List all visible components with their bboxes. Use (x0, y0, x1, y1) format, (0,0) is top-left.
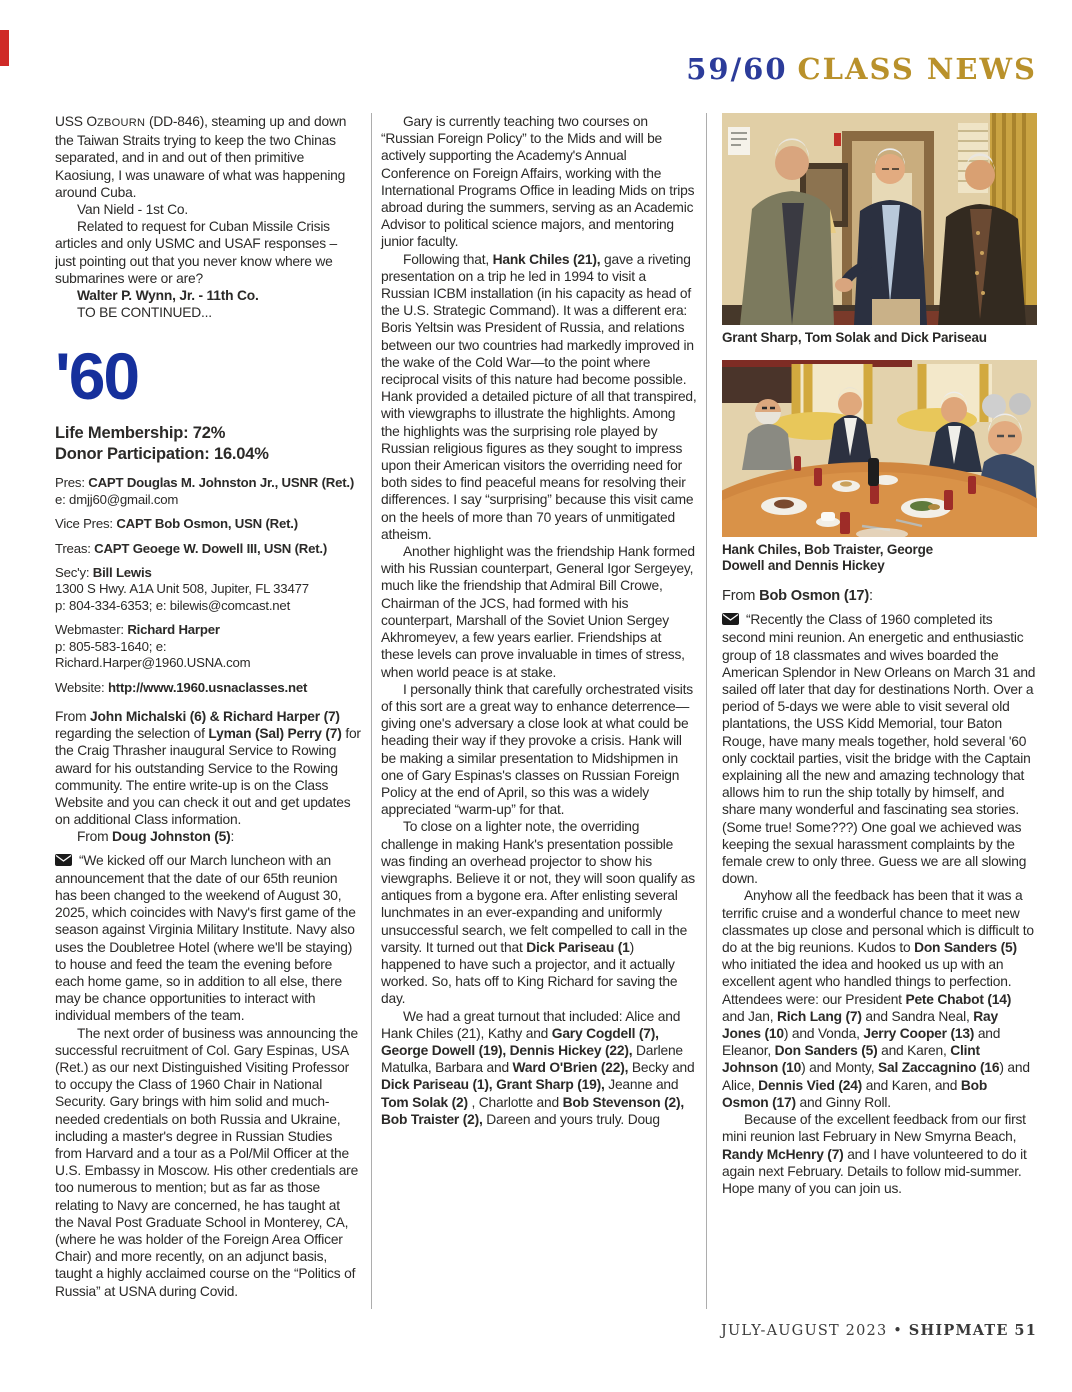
photo-grant-sharp-tom-solak-dick-pariseau (722, 113, 1037, 325)
paragraph-another-highlight: Another highlight was the friendship Hank formed with his Russian counterpart, General Igor Sergeyey, much like the friendship that Admiral Bill Crowe, Chairman of the JCS, had formed with his counterpart, Marshall of the Soviet Union Sergey Akhromeyev, a few years earlier. Friendships at these levels can prove invaluable in times of stress, when world peace is at stake. (381, 544, 695, 680)
photo-caption-2: Hank Chiles, Bob Traister, George Dowell and Dennis Hickey (722, 542, 933, 573)
paragraph-cuban-missile: Related to request for Cuban Missile Crisis articles and only USMC and USAF responses – just pointing out that you never know where we submarines were or are? (55, 219, 338, 286)
page-header (686, 52, 1037, 86)
photo-caption-1: Grant Sharp, Tom Solak and Dick Pariseau (722, 330, 987, 345)
paragraph-gary-teaching: Gary is currently teaching two courses on “Russian Foreign Policy” to the Mids and will be actively supporting the Academy's Annual Conference on Foreign Affairs, working with the International Programs Office in leading Mids on trips abroad during the summers, serving as an Academic Advisor to political science majors, and mentoring junior faculty. (381, 114, 695, 250)
paragraph-turnout: We had a great turnout that included: Alice and Hank Chiles (21), Kathy and Gary Cogdell (7), George Dowell (19), Dennis Hickey (22), Darlene Matulka, Barbara and Ward O'Brien (22), Becky and Dick Pariseau (1), Grant Sharp (19), Jeanne and Tom Solak (2) , Charlotte and Bob Stevenson (2), Bob Traister (2), Dareen and yours truly. Doug (381, 1008, 695, 1127)
page-number: 51 (1014, 1322, 1037, 1339)
paragraph-osmon-letter: “Recently the Class of 1960 completed its second mini reunion. An energetic and enthusiastic group of 18 classmates and wives boarded the American Splendor in New Orleans on March 31 and sailed off later that day for destinations North. Over a period of 5-days we were able to visit several old plantations, the USS Kidd Memorial, tour Baton Rouge, have many meals together, hold several '60 only cocktail parties, visit the bridge with the Captain explaining all the new and amazing technology that allows him to run the ship totally by himself, and share many wonderful and fascinating sea stories. (Some true! Some???) One goal we achieved was keeping the sexual harassment complaints by the female crew to only three. Guess we are all slowing down. (722, 612, 1036, 887)
paragraph-osmon-next-reunion: Because of the excellent feedback from our first mini reunion last February in New Smyrna Beach, Randy McHenry (7) and I have volunteered to do it again next February. Details to follow mid-summer. Hope many of you can join us. (722, 1112, 1027, 1196)
officer-entry: Webmaster: Richard Harper p: 805-583-1640; e: Richard.Harper@1960.USNA.com (55, 622, 251, 671)
paragraph-from-michalski: From John Michalski (6) & Richard Harper (7) regarding the selection of Lyman (Sal) Perry (7) for the Craig Thrasher inaugural Service to Rowing award for his outstanding Service to the Rowing community. The entire write-up is on the Class Website and you can check it out and get updates on additional Class information. (55, 708, 361, 828)
officer-entry: Sec'y: Bill Lewis 1300 S Hwy. A1A Unit 508, Jupiter, FL 33477 p: 804-334-6353; e: bilewis@comcast.net (55, 565, 309, 613)
column-1 (55, 113, 371, 1309)
paragraph-van-nield: Van Nield - 1st Co. (77, 202, 188, 218)
officer-entry: Pres: CAPT Douglas M. Johnston Jr., USNR (Ret.) e: dmjj60@gmail.com (55, 475, 355, 507)
officer-entry: Vice Pres: CAPT Bob Osmon, USN (Ret.) (55, 516, 298, 532)
class-tag: 59/60 (686, 52, 788, 86)
issue-date: JULY-AUGUST 2023 (720, 1323, 888, 1339)
magazine-name: SHIPMATE (908, 1322, 1009, 1339)
byline-walter-wynn: Walter P. Wynn, Jr. - 11th Co. (77, 288, 259, 304)
paragraph-from-osmon: From Bob Osmon (17): (722, 588, 873, 604)
article-columns (55, 113, 1037, 1309)
mail-icon (55, 853, 72, 870)
mail-icon (722, 612, 739, 629)
paragraph-deterrence: I personally think that carefully orchestrated visits of this sort are a great way to enhance deterrence—giving one's adversary a close look at what could be heading their way if they provoke a crisis. Hank will be making a similar presentation to Midshipmen in one of Gary Espinas's classes on Russian Foreign Policy at the end of April, so this was a widely appreciated “warm-up” for that. (381, 681, 694, 818)
paragraph-hank-chiles: Following that, Hank Chiles (21), gave a riveting presentation on a trip he led in 1994 to visit a Russian ICBM installation (in his capacity as head of the U.S. Strategic Command). It was a different era: Boris Yeltsin was President of Russia, and relations between our two countries had markedly improved in the wake of the Cold War—to the point where reciprocal visits of this nature had become possible. Hank provided a detailed picture of all that transpired, with viewgraphs to illustrate the highlights. Among the highlights was the surprising role played by Russian religious figures as they sought to impress upon their American visitors the overriding need for both sides to find peaceful means for resolving their differences. I say “surprising” because this visit came on the heels of more than 70 years of unmitigated atheism. (381, 251, 697, 542)
class-year-heading: '60 (55, 339, 139, 414)
paragraph-ozbourn: USS OZBOURN (DD-846), steaming up and down the Taiwan Straits trying to keep the two Chinas separated, and in and out of then primitive Kaosiung, I was unaware of what was happening around Cuba. (55, 114, 347, 200)
column-3 (707, 113, 1037, 1309)
column-2 (371, 113, 707, 1309)
page-title: CLASS NEWS (797, 52, 1037, 86)
photo-hank-chiles-bob-traister-george-dowell-dennis-hickey (722, 360, 1037, 537)
to-be-continued: TO BE CONTINUED... (77, 305, 212, 321)
officers-block (55, 475, 361, 695)
life-membership-stat: Life Membership: 72% (55, 424, 226, 443)
paragraph-osmon-feedback: Anyhow all the feedback has been that it was a terrific cruise and a wonderful chance to meet new classmates up close and personal which is difficult to do at the big reunions. Kudos to Don Sanders (5) who initiated the idea and hooked us up with an excellent agent who handled things to perfection. Attendees were: our President Pete Chabot (14) and Jan, Rich Lang (7) and Sandra Neal, Ray Jones (10) and Vonda, Jerry Cooper (13) and Eleanor, Don Sanders (5) and Karen, Clint Johnson (10) and Monty, Sal Zaccagnino (16) and Alice, Dennis Vied (24) and Karen, and Bob Osmon (17) and Ginny Roll. (722, 888, 1034, 1110)
donor-participation-stat: Donor Participation: 16.04% (55, 445, 269, 464)
red-bleed-mark (0, 30, 9, 66)
paragraph-projector: To close on a lighter note, the overriding challenge in making Hank's presentation possible was finding an overhead projector to show his viewgraphs. Believe it or not, they will soon qualify as antiques from a bygone era. After enlisting several lunchmates in an ever-expanding and uniformly unsuccessful search, we felt compelled to call in the varsity. It turned out that Dick Pariseau (1) happened to have such a projector, and it actually worked. So, hats off to King Richard for saving the day. (381, 819, 695, 1007)
officer-entry: Website: http://www.1960.usnaclasses.net (55, 679, 308, 695)
paragraph-from-doug: From Doug Johnston (5): (77, 829, 235, 845)
paragraph-doug-espinas: The next order of business was announcing the successful recruitment of Col. Gary Espinas, USA (Ret.) as our next Distinguished Visiting Professor to occupy the Class of 1960 Chair in National Security. Gary brings with him solid and much-needed credentials on both Russia and Ukraine, including a master's degree in Russian Studies from Harvard and a tour as a Pol/Mil Officer at the U.S. Embassy in Moscow. His other credentials are too numerous to mention; but as far as those relating to Navy are concerned, he has taught at the Naval Post Graduate School in Monterey, CA, (where he was holder of the Foreign Area Officer Chair) and more recently, on an adjunct basis, taught a highly acclaimed course on the “Politics of Russia” at USNA during Covid. (55, 1025, 359, 1299)
class-stats (55, 423, 361, 465)
officer-entry: Treas: CAPT Geoege W. Dowell III, USN (Ret.) (55, 540, 328, 556)
paragraph-doug-letter: “We kicked off our March luncheon with an announcement that the date of our 65th reunion has been changed to the weekend of August 30, 2025, which coincides with Navy's first game of the season against Virginia Military Institute. Navy also uses the Doubletree Hotel (where we'll be staying) to house and feed the team the evening before each home game, so in addition to all else, there may be chance opportunities to interact with individual members of the team. (55, 852, 356, 1024)
footer-separator: • (893, 1323, 903, 1339)
page-footer (721, 1322, 1037, 1339)
